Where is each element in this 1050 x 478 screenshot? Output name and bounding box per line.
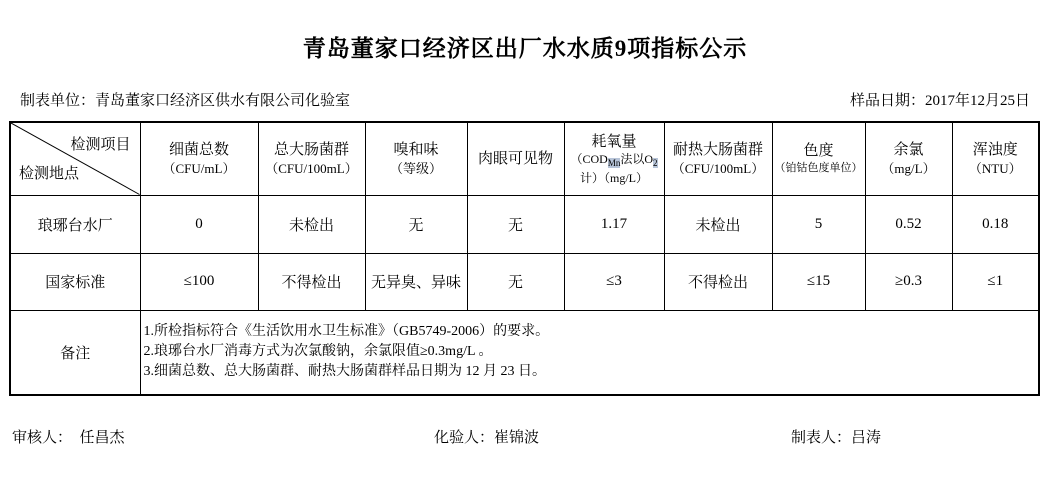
column-header-color — [772, 122, 865, 195]
footer-preparer: 制表人：吕涛 — [791, 430, 882, 446]
column-title: 肉眼可见物 — [477, 150, 553, 167]
sample-date-label: 样品日期：2017年12月25日 — [849, 93, 1030, 109]
subscript-mn: Mn — [607, 157, 621, 168]
column-unit: （NTU） — [968, 161, 1022, 177]
data-cell: 未检出 — [258, 195, 365, 253]
meta-row — [20, 89, 1030, 110]
row-label: 琅琊台水厂 — [10, 195, 140, 253]
data-cell: 0.18 — [952, 195, 1039, 253]
column-header-residual-chlorine — [865, 122, 952, 195]
table-header-row — [10, 122, 1039, 195]
data-cell: 5 — [772, 195, 865, 253]
remark-line-2: 2.琅琊台水厂消毒方式为次氯酸钠，余氯限值≥0.3mg/L 。 — [143, 344, 493, 360]
column-header-turbidity — [952, 122, 1039, 195]
column-unit: （CFU/mL） — [162, 161, 236, 177]
column-title: 嗅和味 — [393, 142, 439, 159]
data-cell: ≤100 — [140, 253, 258, 310]
data-cell: 无 — [467, 253, 564, 310]
column-unit: （CFU/100mL） — [265, 161, 358, 177]
data-cell: ≤15 — [772, 253, 865, 310]
prepared-by-label: 制表单位：青岛董家口经济区供水有限公司化验室 — [20, 93, 351, 109]
data-cell: 无异臭、异味 — [365, 253, 467, 310]
remarks-content — [140, 310, 1039, 395]
column-title: 浑浊度 — [972, 142, 1018, 159]
water-quality-table — [9, 121, 1040, 396]
data-cell: 无 — [467, 195, 564, 253]
column-header-odor-taste — [365, 122, 467, 195]
footer-reviewer: 审核人： 任昌杰 — [12, 430, 125, 446]
column-header-oxygen-consumption — [564, 122, 664, 195]
data-cell: ≤3 — [564, 253, 664, 310]
corner-label-place: 检测地点 — [19, 165, 80, 182]
column-header-bacteria-total — [140, 122, 258, 195]
column-header-visible-matter — [467, 122, 564, 195]
table-row-langyatai — [10, 195, 1039, 253]
column-unit-line2: 计）（mg/L） — [580, 170, 648, 185]
column-header-thermotolerant-coliform — [664, 122, 772, 195]
column-header-total-coliform — [258, 122, 365, 195]
subscript-2: 2 — [653, 157, 658, 168]
row-label: 国家标准 — [10, 253, 140, 310]
table-row-national-standard — [10, 253, 1039, 310]
data-cell: 0 — [140, 195, 258, 253]
remark-line-3: 3.细菌总数、总大肠菌群、耐热大肠菌群样品日期为 12 月 23 日。 — [143, 364, 546, 380]
page-title: 青岛董家口经济区出厂水水质9项指标公示 — [302, 36, 748, 61]
data-cell: ≥0.3 — [865, 253, 952, 310]
column-title: 总大肠菌群 — [273, 142, 349, 159]
remark-line-1: 1.所检指标符合《生活饮用水卫生标准》（GB5749-2006）的要求。 — [143, 324, 550, 340]
column-title: 色度 — [803, 143, 834, 160]
column-unit: （$COD_{Mn}$法以$O_2$ — [570, 151, 658, 168]
footer-tester: 化验人：崔锦波 — [434, 430, 540, 446]
data-cell: 未检出 — [664, 195, 772, 253]
data-cell: ≤1 — [952, 253, 1039, 310]
column-title: 耗氧量 — [591, 133, 637, 150]
column-unit: （CFU/100mL） — [671, 161, 765, 177]
column-title: 细菌总数 — [168, 142, 229, 159]
column-title: 余氯 — [893, 142, 924, 159]
data-cell: 不得检出 — [664, 253, 772, 310]
column-unit: （等级） — [389, 161, 442, 177]
remarks-label: 备注 — [10, 310, 140, 395]
corner-cell — [10, 122, 140, 195]
column-unit: （铂钴色度单位） — [774, 162, 863, 175]
data-cell: 1.17 — [564, 195, 664, 253]
corner-label-item: 检测项目 — [70, 137, 131, 153]
table-row-remarks — [10, 310, 1039, 395]
column-title: 耐热大肠菌群 — [672, 142, 763, 159]
data-cell: 0.52 — [865, 195, 952, 253]
data-cell: 不得检出 — [258, 253, 365, 310]
column-unit: （mg/L） — [881, 161, 936, 177]
data-cell: 无 — [365, 195, 467, 253]
